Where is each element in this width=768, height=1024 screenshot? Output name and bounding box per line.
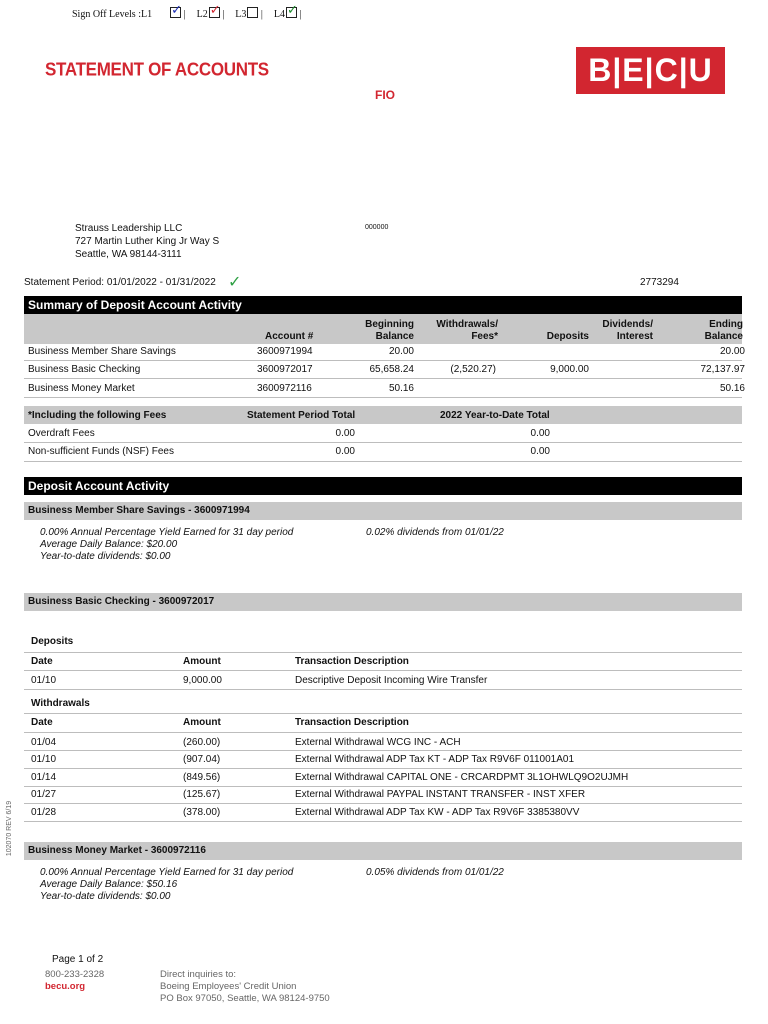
row-divider [24,732,742,733]
transaction-date: 01/28 [31,807,57,818]
signoff-l2-checkbox[interactable] [209,3,221,18]
ending-balance: 50.16 [719,383,745,394]
deposits-label: Deposits [31,636,74,647]
row-divider [24,442,742,443]
money-market-details [40,867,293,903]
transaction-amount: (260.00) [183,737,221,748]
website-link[interactable]: becu.org [45,981,86,992]
col-header-dividends [590,319,653,343]
transaction-description: Descriptive Deposit Incoming Wire Transfer [295,675,488,686]
row-divider [24,670,742,671]
savings-dividends-text: 0.02% dividends from 01/01/22 [366,527,504,538]
col-header-beginning [340,319,414,343]
form-code: 102070 REV 6/19 [6,800,14,857]
row-divider [24,768,742,769]
green-checkmark-icon: ✓ [228,272,242,291]
beginning-balance: 50.16 [388,383,414,394]
statement-title: STATEMENT OF ACCOUNTS [45,59,269,80]
separator: | [222,9,225,20]
transaction-date: 01/14 [31,772,57,783]
signoff-l3-label: L3 [235,9,247,20]
row-divider [24,397,742,398]
transaction-description: External Withdrawal WCG INC - ACH [295,737,461,748]
ending-balance: 20.00 [719,346,745,357]
transaction-date: 01/10 [31,754,57,765]
signoff-levels [72,3,302,20]
mailing-address [75,222,219,261]
col-header-line: Ending [709,319,743,330]
row-divider [24,750,742,751]
ytd-dividends-text: Year-to-date dividends: $0.00 [40,891,171,902]
col-header-line: Balance [704,331,743,342]
becu-logo: B|E|C|U [576,47,725,94]
checkmark-icon: ✓ [286,3,298,18]
row-divider [24,786,742,787]
col-description: Transaction Description [295,656,409,667]
fee-name: Non-sufficient Funds (NSF) Fees [28,446,174,457]
ytd-dividends-text: Year-to-date dividends: $0.00 [40,551,171,562]
row-divider [24,821,742,822]
transaction-amount: (907.04) [183,754,221,765]
checking-section-bar: Business Basic Checking - 3600972017 [24,593,742,611]
row-divider [24,803,742,804]
account-number: 3600972116 [257,383,312,394]
col-header-line: Interest [616,331,653,342]
address-line: 727 Martin Luther King Jr Way S [75,236,220,247]
transaction-amount: (849.56) [183,772,221,783]
separator: | [299,9,302,20]
address-code: 000000 [365,224,389,231]
transaction-description: External Withdrawal ADP Tax KT - ADP Tax R9V6F 011001A01 [295,754,575,765]
fee-period-total: 0.00 [335,446,355,457]
activity-banner: Deposit Account Activity [24,477,742,495]
average-balance-text: Average Daily Balance: $20.00 [40,539,178,550]
col-header-line: Balance [375,331,414,342]
col-date: Date [31,656,53,667]
transaction-amount: (125.67) [183,789,221,800]
separator: | [183,9,186,20]
separator: | [260,9,263,20]
signoff-l3-checkbox[interactable] [247,7,258,18]
average-balance-text: Average Daily Balance: $50.16 [40,879,178,890]
row-divider [24,713,742,714]
fee-period-total: 0.00 [335,428,355,439]
transaction-date: 01/04 [31,737,57,748]
withdrawals-fees: (2,520.27) [450,364,496,375]
apy-text: 0.00% Annual Percentage Yield Earned for 31 day period [40,527,294,538]
fee-name: Overdraft Fees [28,428,95,439]
signoff-label: Sign Off Levels :L1 [72,9,153,20]
transaction-amount: (378.00) [183,807,221,818]
account-name: Business Money Market [28,383,135,394]
row-divider [24,461,742,462]
col-amount: Amount [183,717,221,728]
col-header-withdrawals [420,319,498,343]
inquiries-label: Direct inquiries to: [160,969,237,980]
col-header-line: Fees* [471,331,498,342]
phone-number: 800-233-2328 [45,969,105,980]
ending-balance: 72,137.97 [700,364,745,375]
col-header-account: Account # [265,331,314,342]
account-name: Business Member Share Savings [28,346,176,357]
fees-header-label: *Including the following Fees [28,410,167,421]
col-amount: Amount [183,656,221,667]
signoff-l1-checkbox[interactable] [170,3,182,18]
transaction-description: External Withdrawal PAYPAL INSTANT TRANSFER - INST XFER [295,789,586,800]
col-description: Transaction Description [295,717,409,728]
col-header-ending [680,319,743,343]
transaction-description: External Withdrawal ADP Tax KW - ADP Tax R9V6F 3385380VV [295,807,580,818]
transaction-amount: 9,000.00 [183,675,222,686]
beginning-balance: 65,658.24 [369,364,414,375]
footer-contact [45,969,104,993]
fee-ytd-total: 0.00 [530,428,550,439]
transaction-date: 01/10 [31,675,57,686]
col-header-line: Dividends/ [602,319,653,330]
fees-header-period: Statement Period Total [247,410,356,421]
money-market-dividends-text: 0.05% dividends from 01/01/22 [366,867,504,878]
footer-inquiries [160,969,330,1005]
page-number: Page 1 of 2 [52,954,104,965]
row-divider [24,652,742,653]
checkmark-icon: ✓ [209,3,221,18]
signoff-l2-label: L2 [196,9,208,20]
summary-banner: Summary of Deposit Account Activity [24,296,742,314]
col-header-deposits: Deposits [546,331,589,342]
savings-section-bar: Business Member Share Savings - 3600971994 [24,502,742,520]
account-number: 3600972017 [257,364,313,375]
transaction-description: External Withdrawal CAPITAL ONE - CRCARDPMT 3L1OHWLQ9O2UJMH [295,772,629,783]
transaction-date: 01/27 [31,789,57,800]
money-market-section-bar: Business Money Market - 3600972116 [24,842,742,860]
account-name: Business Basic Checking [28,364,141,375]
org-name: Boeing Employees' Credit Union [160,981,297,992]
po-box: PO Box 97050, Seattle, WA 98124-9750 [160,993,330,1004]
fees-header-ytd: 2022 Year-to-Date Total [440,410,550,421]
savings-details [40,527,293,563]
apy-text: 0.00% Annual Percentage Yield Earned for 31 day period [40,867,294,878]
statement-number: 2773294 [640,277,679,288]
address-line: Seattle, WA 98144-3111 [75,249,182,260]
checkmark-icon: ✓ [171,3,182,18]
beginning-balance: 20.00 [388,346,414,357]
col-date: Date [31,717,53,728]
deposits-total: 9,000.00 [550,364,589,375]
col-header-line: Beginning [365,319,414,330]
account-number: 3600971994 [257,346,313,357]
row-divider [24,378,742,379]
statement-period: Statement Period: 01/01/2022 - 01/31/2022 [24,277,216,288]
row-divider [24,689,742,690]
withdrawals-label: Withdrawals [31,698,90,709]
address-line: Strauss Leadership LLC [75,223,183,234]
row-divider [24,360,742,361]
col-header-line: Withdrawals/ [436,319,498,330]
fio-label: FIO [375,88,395,102]
fee-ytd-total: 0.00 [530,446,550,457]
signoff-l4-checkbox[interactable] [286,3,298,18]
signoff-l4-label: L4 [273,9,285,20]
